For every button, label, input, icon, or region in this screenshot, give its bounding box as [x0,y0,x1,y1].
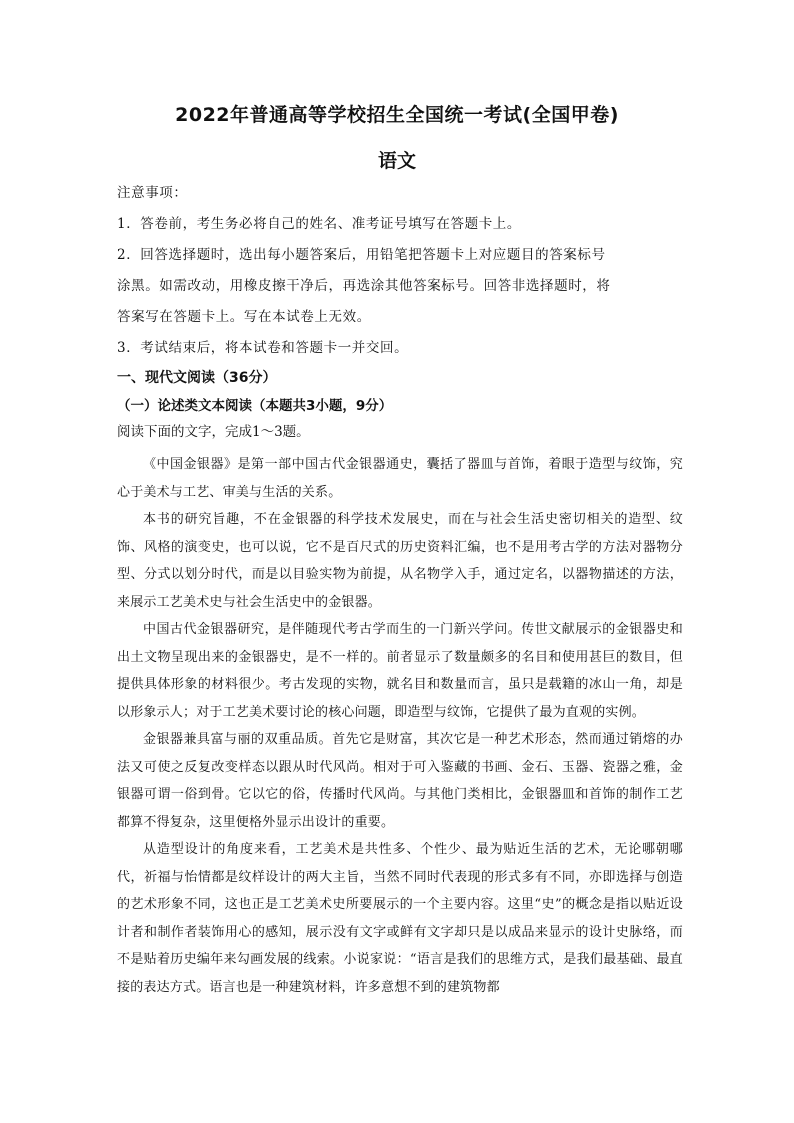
note-line: 涂黑。如需改动，用橡皮擦干净后，再选涂其他答案标号。回答非选择题时，将 [117,278,611,294]
section-heading: 一、现代文阅读（36分） [117,370,277,386]
passage-paragraph: 中国古代金银器研究，是伴随现代考古学而生的一门新兴学问。传世文献展示的金银器史和出土文物呈现出来的金银器史，是不一样的。前者显示了数量颇多的名目和使用甚巨的数目，但提供具体形象的材料很少。考古发现的实物，就名目和数量而言，虽只是载籍的冰山一角，却是以形象示人；对于工艺美术要讨论的核心问题，即造型与纹饰，它提供了最为直观的实例。 [117,622,683,720]
note-line: 1．答卷前，考生务必将自己的姓名、准考证号填写在答题卡上。 [117,216,521,232]
notes-heading: 注意事项： [117,185,188,201]
passage-paragraph: 从造型设计的角度来看，工艺美术是共性多、个性少、最为贴近生活的艺术，无论哪朝哪代，祈福与怡情都是纹样设计的两大主旨，当然不同时代表现的形式多有不同，亦即选择与创造的艺术形象不同，这也正是工艺美术史所要展示的一个主要内容。这里“史”的概念是指以贴近设计者和制作者装饰用心的感知，展示没有文字或鲜有文字却只是以成品来显示的设计史脉络，而不是贴着历史编年来勾画发展的线索。小说家说：“语言是我们的思维方式，是我们最基础、最直接的表达方式。语言也是一种建筑材料，许多意想不到的建筑物都 [117,842,683,995]
note-line: 2．回答选择题时，选出每小题答案后，用铅笔把答题卡上对应题目的答案标号 [117,247,606,263]
notes-section [117,178,683,364]
exam-title: 2022年普通高等学校招生全国统一考试(全国甲卷) [175,104,619,126]
exam-subject: 语文 [377,150,416,172]
passage-paragraph: 《中国金银器》是第一部中国古代金银器通史，囊括了器皿与首饰，着眼于造型与纹饰，究心于美术与工艺、审美与生活的关系。 [117,457,683,500]
reading-passage [117,451,683,1001]
passage-paragraph: 本书的研究旨趣，不在金银器的科学技术发展史，而在与社会生活史密切相关的造型、纹饰、风格的演变史，也可以说，它不是百尺式的历史资料汇编，也不是用考古学的方法对器物分型、分式以划分时代，而是以目验实物为前提，从名物学入手，通过定名，以器物描述的方法，来展示工艺美术史与社会生活史中的金银器。 [117,512,683,610]
exam-body [117,178,683,1001]
passage-paragraph: 金银器兼具富与丽的双重品质。首先它是财富，其次它是一种艺术形态，然而通过销熔的办法又可使之反复改变样态以跟从时代风尚。相对于可入鉴藏的书画、金石、玉器、瓷器之雅，金银器可谓一俗到骨。它以它的俗，传播时代风尚。与其他门类相比，金银器皿和首饰的制作工艺都算不得复杂，这里便格外显示出设计的重要。 [117,732,683,830]
subsection-heading: （一）论述类文本阅读（本题共3小题，9分） [117,398,393,414]
note-line: 答案写在答题卡上。写在本试卷上无效。 [117,309,371,325]
note-line: 3．考试结束后，将本试卷和答题卡一并交回。 [117,340,409,356]
reading-instruction: 阅读下面的文字，完成1～3题。 [117,424,310,440]
